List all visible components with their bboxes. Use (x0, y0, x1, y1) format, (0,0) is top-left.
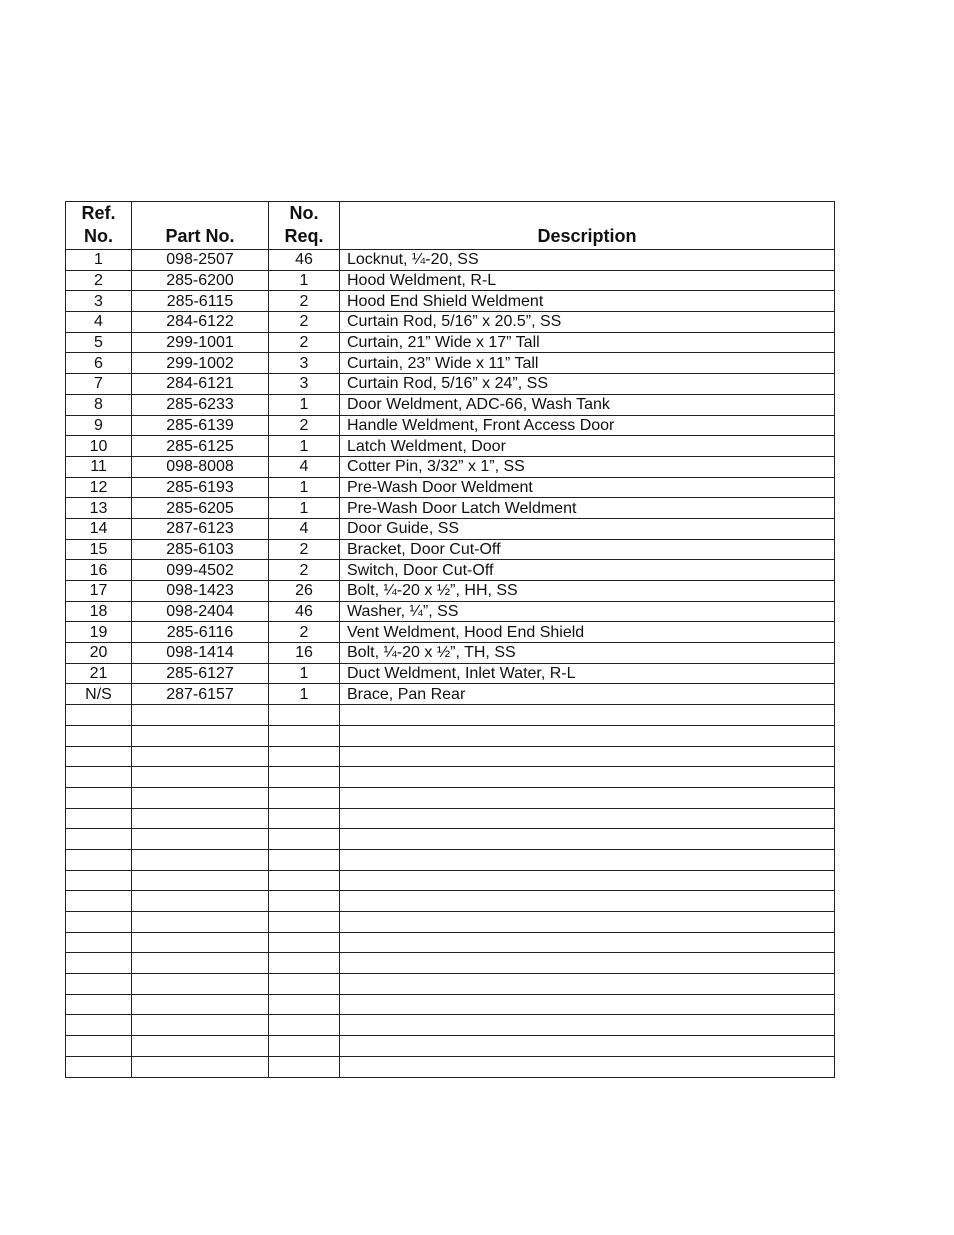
cell-part-no-empty (132, 953, 269, 974)
cell-part-no: 098-1414 (132, 643, 269, 664)
cell-ref-no: 15 (66, 539, 132, 560)
table-row (66, 539, 835, 560)
cell-description: Door Guide, SS (340, 518, 835, 539)
cell-part-no-empty (132, 746, 269, 767)
empty-table-row (66, 808, 835, 829)
cell-part-no: 287-6157 (132, 684, 269, 705)
empty-table-row (66, 912, 835, 933)
table-row (66, 581, 835, 602)
empty-table-row (66, 787, 835, 808)
cell-no-req: 46 (269, 250, 340, 271)
cell-no-req-empty (269, 725, 340, 746)
cell-description: Latch Weldment, Door (340, 436, 835, 457)
cell-no-req-empty (269, 746, 340, 767)
cell-part-no: 285-6125 (132, 436, 269, 457)
table-row (66, 436, 835, 457)
cell-no-req: 2 (269, 560, 340, 581)
cell-description: Hood End Shield Weldment (340, 291, 835, 312)
cell-description-empty (340, 953, 835, 974)
cell-part-no-empty (132, 787, 269, 808)
cell-no-req: 46 (269, 601, 340, 622)
cell-ref-no-empty (66, 1015, 132, 1036)
cell-ref-no: 11 (66, 456, 132, 477)
table-row (66, 518, 835, 539)
table-row (66, 663, 835, 684)
empty-table-row (66, 994, 835, 1015)
cell-part-no: 285-6103 (132, 539, 269, 560)
table-row (66, 643, 835, 664)
cell-part-no: 285-6205 (132, 498, 269, 519)
cell-ref-no: 16 (66, 560, 132, 581)
cell-ref-no-empty (66, 705, 132, 726)
cell-no-req-empty (269, 849, 340, 870)
cell-no-req: 1 (269, 684, 340, 705)
empty-table-row (66, 829, 835, 850)
cell-description: Washer, ¼”, SS (340, 601, 835, 622)
cell-no-req: 2 (269, 415, 340, 436)
cell-no-req: 1 (269, 663, 340, 684)
header-ref-no (66, 202, 132, 250)
header-ref-line2: No. (84, 226, 113, 246)
empty-table-row (66, 953, 835, 974)
cell-description-empty (340, 870, 835, 891)
cell-part-no: 099-4502 (132, 560, 269, 581)
cell-description: Switch, Door Cut-Off (340, 560, 835, 581)
cell-part-no-empty (132, 912, 269, 933)
cell-no-req-empty (269, 953, 340, 974)
cell-description-empty (340, 829, 835, 850)
table-row (66, 601, 835, 622)
cell-description-empty (340, 746, 835, 767)
cell-description: Bolt, ¼-20 x ½”, TH, SS (340, 643, 835, 664)
cell-ref-no: 4 (66, 312, 132, 333)
table-row (66, 456, 835, 477)
cell-part-no-empty (132, 994, 269, 1015)
cell-description-empty (340, 932, 835, 953)
cell-ref-no: 2 (66, 270, 132, 291)
empty-table-row (66, 705, 835, 726)
cell-no-req-empty (269, 974, 340, 995)
cell-ref-no-empty (66, 994, 132, 1015)
cell-no-req: 2 (269, 332, 340, 353)
cell-part-no: 285-6193 (132, 477, 269, 498)
cell-description: Vent Weldment, Hood End Shield (340, 622, 835, 643)
cell-part-no: 299-1002 (132, 353, 269, 374)
cell-ref-no: 8 (66, 394, 132, 415)
table-row (66, 498, 835, 519)
cell-part-no-empty (132, 1056, 269, 1077)
cell-part-no: 285-6116 (132, 622, 269, 643)
cell-ref-no: 7 (66, 374, 132, 395)
cell-no-req: 1 (269, 498, 340, 519)
cell-ref-no-empty (66, 746, 132, 767)
table-row (66, 332, 835, 353)
table-row (66, 291, 835, 312)
cell-part-no-empty (132, 932, 269, 953)
cell-description-empty (340, 1036, 835, 1057)
cell-ref-no: 1 (66, 250, 132, 271)
cell-no-req: 1 (269, 270, 340, 291)
cell-ref-no: 6 (66, 353, 132, 374)
cell-part-no: 284-6121 (132, 374, 269, 395)
table-body (66, 250, 835, 1078)
table-row (66, 684, 835, 705)
cell-no-req: 16 (269, 643, 340, 664)
cell-no-req-empty (269, 808, 340, 829)
table-row (66, 353, 835, 374)
cell-part-no: 098-2404 (132, 601, 269, 622)
cell-description: Curtain Rod, 5/16” x 24”, SS (340, 374, 835, 395)
table-row (66, 415, 835, 436)
cell-description: Door Weldment, ADC-66, Wash Tank (340, 394, 835, 415)
cell-description-empty (340, 912, 835, 933)
cell-part-no-empty (132, 1036, 269, 1057)
cell-part-no-empty (132, 870, 269, 891)
cell-ref-no: 14 (66, 518, 132, 539)
cell-ref-no-empty (66, 1056, 132, 1077)
empty-table-row (66, 891, 835, 912)
cell-no-req: 26 (269, 581, 340, 602)
cell-ref-no: N/S (66, 684, 132, 705)
cell-no-req-empty (269, 891, 340, 912)
cell-part-no-empty (132, 829, 269, 850)
cell-part-no: 285-6115 (132, 291, 269, 312)
table-row (66, 250, 835, 271)
cell-ref-no-empty (66, 912, 132, 933)
table-row (66, 622, 835, 643)
cell-part-no-empty (132, 767, 269, 788)
cell-description-empty (340, 891, 835, 912)
cell-no-req-empty (269, 994, 340, 1015)
cell-part-no: 299-1001 (132, 332, 269, 353)
header-part-no: Part No. (132, 202, 269, 250)
cell-no-req: 2 (269, 291, 340, 312)
cell-part-no-empty (132, 1015, 269, 1036)
cell-part-no: 098-8008 (132, 456, 269, 477)
cell-no-req-empty (269, 1015, 340, 1036)
cell-ref-no-empty (66, 829, 132, 850)
cell-no-req: 2 (269, 539, 340, 560)
cell-no-req: 1 (269, 477, 340, 498)
cell-part-no-empty (132, 891, 269, 912)
cell-ref-no: 20 (66, 643, 132, 664)
cell-description-empty (340, 767, 835, 788)
cell-part-no: 285-6139 (132, 415, 269, 436)
empty-table-row (66, 974, 835, 995)
cell-part-no: 287-6123 (132, 518, 269, 539)
cell-description-empty (340, 1056, 835, 1077)
table-row (66, 270, 835, 291)
cell-description: Locknut, ¼-20, SS (340, 250, 835, 271)
empty-table-row (66, 1015, 835, 1036)
cell-ref-no-empty (66, 808, 132, 829)
cell-ref-no: 12 (66, 477, 132, 498)
table-row (66, 560, 835, 581)
cell-description: Duct Weldment, Inlet Water, R-L (340, 663, 835, 684)
cell-ref-no-empty (66, 974, 132, 995)
cell-part-no-empty (132, 705, 269, 726)
cell-description-empty (340, 974, 835, 995)
cell-ref-no: 9 (66, 415, 132, 436)
header-no-req (269, 202, 340, 250)
cell-part-no: 098-2507 (132, 250, 269, 271)
cell-no-req: 1 (269, 394, 340, 415)
cell-description-empty (340, 705, 835, 726)
cell-part-no: 098-1423 (132, 581, 269, 602)
cell-description: Hood Weldment, R-L (340, 270, 835, 291)
header-row (66, 202, 835, 250)
cell-no-req-empty (269, 767, 340, 788)
header-req-line2: Req. (284, 226, 324, 246)
table-row (66, 477, 835, 498)
cell-description: Handle Weldment, Front Access Door (340, 415, 835, 436)
cell-ref-no: 3 (66, 291, 132, 312)
cell-ref-no: 10 (66, 436, 132, 457)
cell-description-empty (340, 1015, 835, 1036)
cell-no-req: 4 (269, 456, 340, 477)
table-row (66, 312, 835, 333)
table-row (66, 394, 835, 415)
cell-ref-no-empty (66, 849, 132, 870)
cell-no-req-empty (269, 787, 340, 808)
cell-description: Curtain, 23” Wide x 11” Tall (340, 353, 835, 374)
cell-ref-no: 21 (66, 663, 132, 684)
empty-table-row (66, 725, 835, 746)
cell-description: Curtain Rod, 5/16” x 20.5”, SS (340, 312, 835, 333)
empty-table-row (66, 1056, 835, 1077)
cell-no-req-empty (269, 1036, 340, 1057)
cell-description-empty (340, 808, 835, 829)
cell-part-no-empty (132, 849, 269, 870)
parts-table (65, 201, 835, 1078)
cell-no-req: 2 (269, 622, 340, 643)
cell-ref-no-empty (66, 725, 132, 746)
cell-no-req-empty (269, 912, 340, 933)
empty-table-row (66, 870, 835, 891)
cell-ref-no: 5 (66, 332, 132, 353)
cell-no-req-empty (269, 1056, 340, 1077)
cell-description-empty (340, 849, 835, 870)
cell-ref-no: 19 (66, 622, 132, 643)
header-req-line1: No. (289, 203, 319, 223)
cell-no-req: 3 (269, 353, 340, 374)
empty-table-row (66, 849, 835, 870)
cell-no-req-empty (269, 932, 340, 953)
empty-table-row (66, 932, 835, 953)
cell-description: Bracket, Door Cut-Off (340, 539, 835, 560)
cell-description-empty (340, 725, 835, 746)
cell-ref-no-empty (66, 953, 132, 974)
cell-ref-no-empty (66, 767, 132, 788)
cell-no-req-empty (269, 870, 340, 891)
cell-description-empty (340, 787, 835, 808)
cell-description: Brace, Pan Rear (340, 684, 835, 705)
cell-no-req: 4 (269, 518, 340, 539)
cell-no-req: 3 (269, 374, 340, 395)
cell-part-no-empty (132, 808, 269, 829)
empty-table-row (66, 767, 835, 788)
cell-no-req-empty (269, 705, 340, 726)
cell-part-no-empty (132, 974, 269, 995)
cell-ref-no: 13 (66, 498, 132, 519)
cell-part-no: 285-6200 (132, 270, 269, 291)
cell-no-req: 2 (269, 312, 340, 333)
cell-ref-no: 18 (66, 601, 132, 622)
cell-part-no-empty (132, 725, 269, 746)
cell-description: Bolt, ¼-20 x ½”, HH, SS (340, 581, 835, 602)
empty-table-row (66, 1036, 835, 1057)
header-ref-line1: Ref. (81, 203, 116, 223)
cell-ref-no-empty (66, 932, 132, 953)
cell-ref-no-empty (66, 787, 132, 808)
cell-no-req: 1 (269, 436, 340, 457)
table-header (66, 202, 835, 250)
table-row (66, 374, 835, 395)
cell-part-no: 285-6233 (132, 394, 269, 415)
cell-ref-no: 17 (66, 581, 132, 602)
cell-part-no: 284-6122 (132, 312, 269, 333)
empty-table-row (66, 746, 835, 767)
cell-description: Pre-Wash Door Weldment (340, 477, 835, 498)
cell-ref-no-empty (66, 1036, 132, 1057)
cell-ref-no-empty (66, 870, 132, 891)
cell-description: Pre-Wash Door Latch Weldment (340, 498, 835, 519)
cell-part-no: 285-6127 (132, 663, 269, 684)
cell-description-empty (340, 994, 835, 1015)
header-description: Description (340, 202, 835, 250)
cell-no-req-empty (269, 829, 340, 850)
cell-description: Cotter Pin, 3/32” x 1”, SS (340, 456, 835, 477)
cell-ref-no-empty (66, 891, 132, 912)
cell-description: Curtain, 21” Wide x 17” Tall (340, 332, 835, 353)
